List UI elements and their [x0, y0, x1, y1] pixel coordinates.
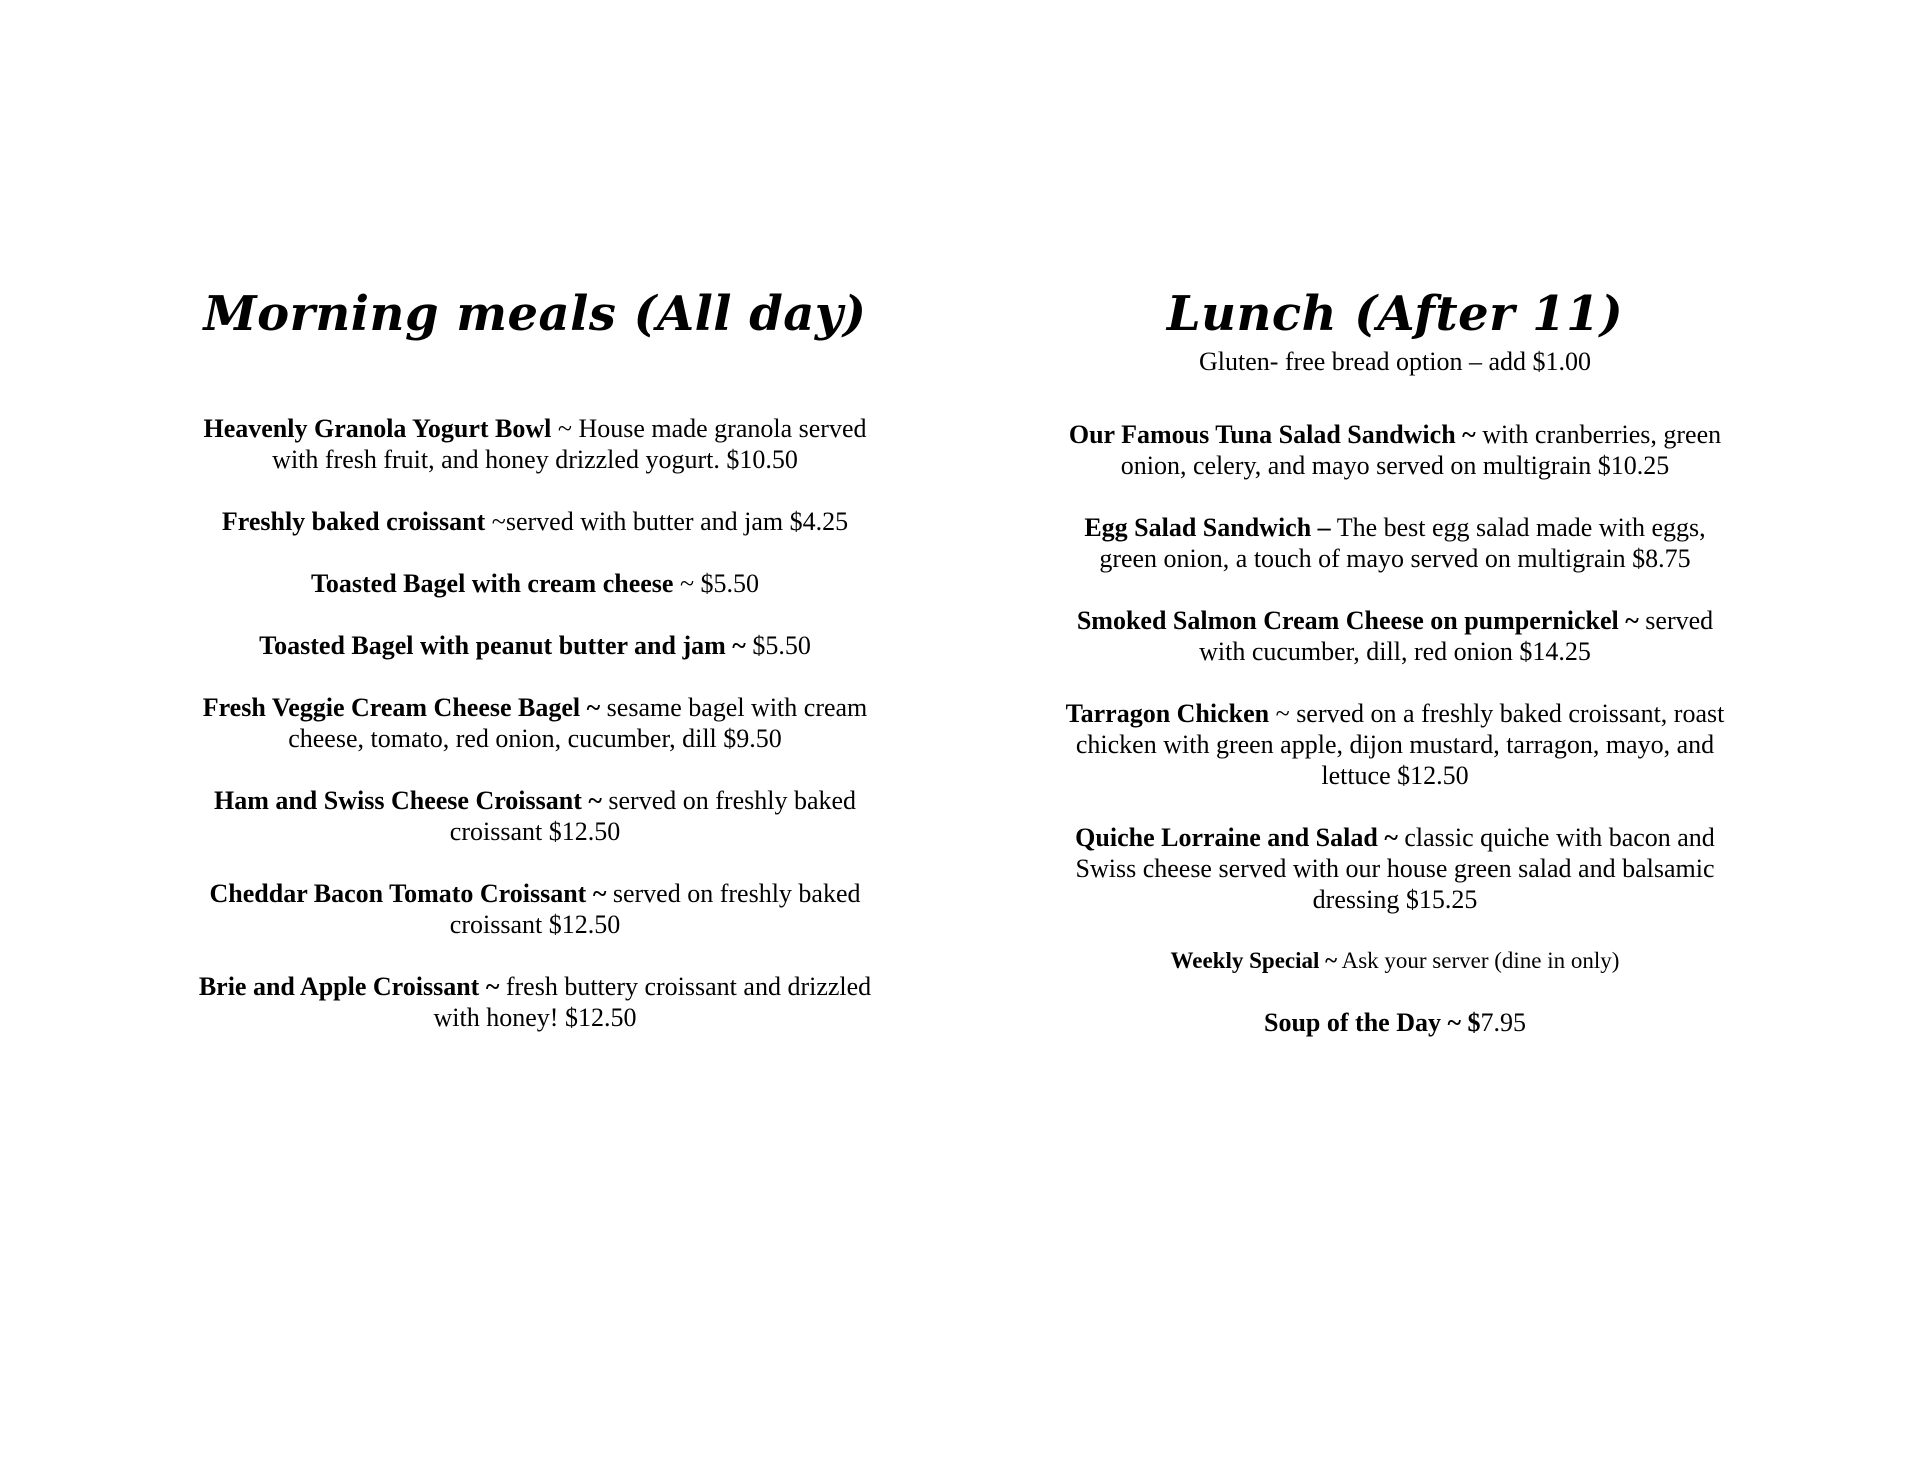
menu-item-description: Ask your server (dine in only) [1337, 948, 1620, 973]
menu-item-name: Our Famous Tuna Salad Sandwich ~ [1068, 420, 1476, 449]
menu-item-description: sesame bagel with cream cheese, tomato, red onion, cucumber, dill $9.50 [288, 693, 868, 753]
menu-item [1055, 605, 1735, 667]
menu-item [180, 568, 890, 599]
menu-item-description: classic quiche with bacon and Swiss cheese served with our house green salad and balsamic dressing $15.25 [1075, 823, 1715, 914]
morning-meals-list [180, 413, 890, 1064]
menu-item-name: Fresh Veggie Cream Cheese Bagel ~ [202, 693, 601, 722]
menu-item-description: ~ served on a freshly baked croissant, roast chicken with green apple, dijon mustard, tarragon, mayo, and lettuce $12.50 [1075, 699, 1725, 790]
menu-item [180, 971, 890, 1033]
menu-item-description: with cranberries, green onion, celery, and mayo served on multigrain $10.25 [1120, 420, 1722, 480]
menu-item-weekly-special [1055, 946, 1735, 976]
menu-item [1055, 512, 1735, 574]
menu-item [180, 506, 890, 537]
menu-item-description: The best egg salad made with eggs, green onion, a touch of mayo served on multigrain $8.75 [1099, 513, 1706, 573]
menu-item-name: Egg Salad Sandwich – [1084, 513, 1331, 542]
menu-item-name: Smoked Salmon Cream Cheese on pumpernickel ~ [1076, 606, 1639, 635]
menu-item-description: fresh buttery croissant and drizzled with honey! $12.50 [433, 972, 872, 1032]
menu-item-name: Freshly baked croissant [221, 507, 486, 536]
menu-item [180, 413, 890, 475]
menu-item [1055, 822, 1735, 915]
menu-item [180, 692, 890, 754]
menu-item-name: Soup of the Day ~ $ [1264, 1008, 1481, 1037]
menu-item-soup-of-the-day [1055, 1007, 1735, 1038]
menu-item [180, 785, 890, 847]
menu-item [1055, 698, 1735, 791]
menu-item-name: Ham and Swiss Cheese Croissant ~ [213, 786, 602, 815]
lunch-list [1055, 419, 1735, 1069]
menu-item-name: Heavenly Granola Yogurt Bowl [203, 414, 552, 443]
menu-item-name: Cheddar Bacon Tomato Croissant ~ [209, 879, 607, 908]
menu-item-description: served on freshly baked croissant $12.50 [449, 786, 857, 846]
gluten-free-note: Gluten- free bread option – add $1.00 [1198, 347, 1592, 376]
menu-item-description: served on freshly baked croissant $12.50 [449, 879, 861, 939]
menu-item-description: $5.50 [745, 631, 811, 660]
menu-item-description: 7.95 [1480, 1008, 1526, 1037]
menu-item-name: Toasted Bagel with peanut butter and jam ~ [259, 631, 746, 660]
menu-item-name: Quiche Lorraine and Salad ~ [1075, 823, 1398, 852]
menu-item [180, 878, 890, 940]
lunch-title: Lunch (After 11) [1166, 286, 1624, 342]
menu-item-description: ~served with butter and jam $4.25 [485, 507, 849, 536]
menu-item-name: Weekly Special ~ [1170, 948, 1338, 973]
morning-meals-title: Morning meals (All day) [203, 286, 867, 342]
menu-item-name: Tarragon Chicken [1065, 699, 1270, 728]
menu-item-description: ~ House made granola served with fresh fruit, and honey drizzled yogurt. $10.50 [272, 414, 867, 474]
menu-item [180, 630, 890, 661]
menu-item-name: Brie and Apple Croissant ~ [198, 972, 500, 1001]
menu-item-name: Toasted Bagel with cream cheese [310, 569, 674, 598]
menu-item-description: served with cucumber, dill, red onion $14.25 [1199, 606, 1714, 666]
menu-item-description: ~ $5.50 [673, 569, 760, 598]
menu-item [1055, 419, 1735, 481]
